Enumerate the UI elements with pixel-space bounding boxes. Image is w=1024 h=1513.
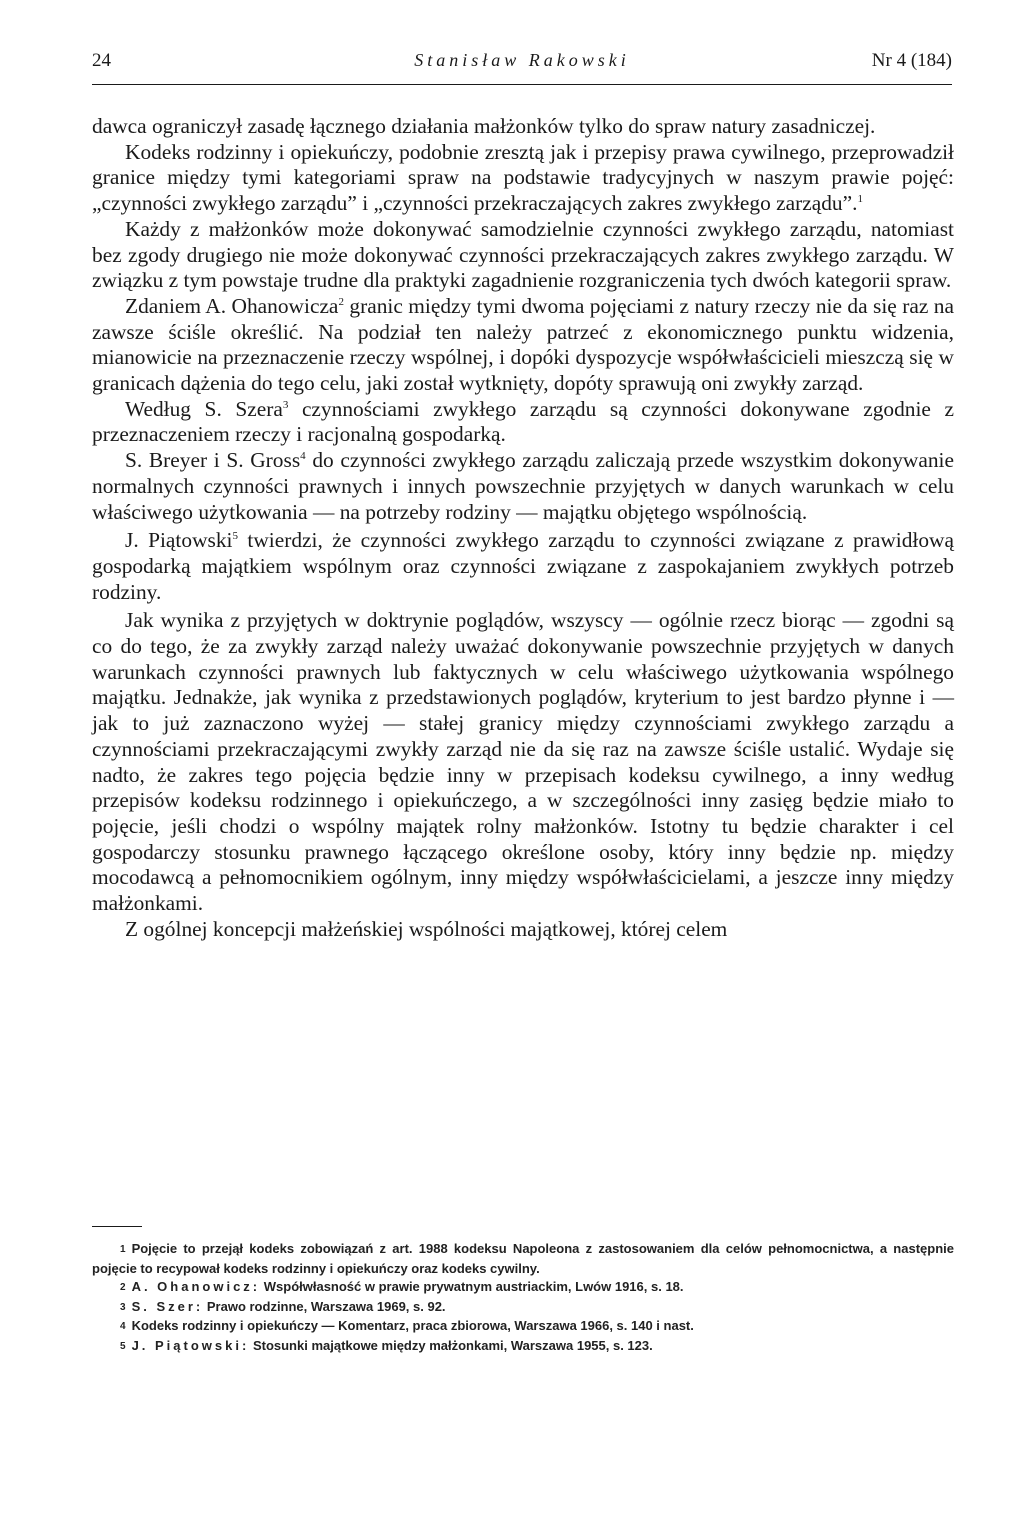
paragraph-1: dawca ograniczył zasadę łącznego działania małżonków tylko do spraw natury zasadniczej. xyxy=(92,114,876,138)
page-number: 24 xyxy=(92,50,111,71)
footnote-author: A. Ohanowicz: xyxy=(131,1279,261,1295)
footnote-ref-4[interactable]: 4 xyxy=(300,450,306,463)
footnote-author: J. Piątowski: xyxy=(131,1337,250,1353)
running-head-author: Stanisław Rakowski xyxy=(414,50,630,70)
paragraph-4: Zdaniem A. Ohanowicza$^2$ granic między tymi dwoma pojęciami z natury rzeczy nie da się raz na zawsze ściśle określić. Na podział ten należy patrzeć z ekonomicznego punktu widzenia, mianowicie na przeznaczenie rzeczy wspólnej, i dopóki dyspozycje współwłaścicieli mieszczą się w granicach dążenia do tego celu, jaki został wytknięty, dopóty sprawują oni zwykły zarząd. xyxy=(92,293,954,396)
footnote-rule xyxy=(92,1226,142,1227)
footnote-1: 1 Pojęcie to przejął kodeks zobowiązań z art. 1988 kodeksu Napoleona z zastosowaniem dla celów pełnomocnictwa, a następnie pojęcie to recypował kodeks rodzinny i opiekuńczy oraz kodeks cywilny. xyxy=(92,1241,954,1276)
paragraph-6: S. Breyer i S. Gross$^4$ do czynności zwykłego zarządu zaliczają przede wszystkim dokonywanie normalnych czynności prawnych i innych powszechnie przyjętych w danych warunkach w celu właściwego użytkowania — na potrzeby rodziny — majątku objętego wspólnością. xyxy=(92,448,954,524)
footnote-ref-2[interactable]: 2 xyxy=(338,295,344,308)
running-head xyxy=(92,44,952,80)
footnote-author: S. Szer: xyxy=(131,1298,204,1314)
body-text xyxy=(92,114,954,943)
footnotes xyxy=(92,1240,954,1357)
paragraph-3: Każdy z małżonków może dokonywać samodzielnie czynności zwykłego zarządu, natomiast bez zgody drugiego nie może dokonywać czynności przekraczających zakres zwykłego zarządu. W związku z tym powstaje trudne dla praktyki zagadnienie rozgraniczenia tych dwóch kategorii spraw. xyxy=(92,216,954,293)
paragraph-2: Kodeks rodzinny i opiekuńczy, podobnie zresztą jak i przepisy prawa cywilnego, przeprowadził granice między tymi kategoriami spraw na podstawie tradycyjnych w naszym prawie pojęć: „czynności zwykłego zarządu” i „czynności przekraczających zakres zwykłego zarządu”.$^1$ xyxy=(92,139,954,216)
footnote-2: 2 A. Ohanowicz: Współwłasność w prawie prywatnym austriackim, Lwów 1916, s. 18. xyxy=(120,1279,684,1295)
header-rule xyxy=(92,84,952,85)
paragraph-8: Jak wynika z przyjętych w doktrynie poglądów, wszyscy — ogólnie rzecz biorąc — zgodni są co do tego, że za zwykły zarząd należy uważać dokonywanie powszechnie przyjętych w danych warunkach czynności prawnych lub faktycznych w celu właściwego użytkowania wspólnego majątku. Jednakże, jak wynika z przedstawionych poglądów, kryterium to jest bardzo płynne i — jak to już zaznaczono wyżej — stałej granicy między czynnościami zwykłego zarządu a czynnościami przekraczającymi zwykły zarząd nie da się raz na zawsze ściśle ustalić. Wydaje się nadto, że zakres tego pojęcia będzie inny w przepisach kodeksu cywilnego, a inny według przepisów kodeksu rodzinnego i opiekuńczego, a w szczególności inny zasięg będzie miało to pojęcie, jeśli chodzi o wspólny majątek rolny małżonków. Istotny tu będzie charakter i cel gospodarczy stosunku prawnego łączącego określone osoby, który inny będzie np. między mocodawcą a pełnomocnikiem ogólnym, inny między współwłaścicielami, a jeszcze inny między małżonkami. xyxy=(92,608,954,916)
paragraph-7: J. Piątowski$^5$ twierdzi, że czynności zwykłego zarządu to czynności związane z prawidłową gospodarką majątkiem wspólnym oraz czynności związane z zaspokajaniem zwykłych potrzeb rodziny. xyxy=(92,528,954,604)
footnote-ref-5[interactable]: 5 xyxy=(232,530,238,543)
footnote-ref-1[interactable]: 1 xyxy=(857,193,863,206)
paragraph-9: Z ogólnej koncepcji małżeńskiej wspólności majątkowej, której celem xyxy=(125,916,728,941)
paragraph-5: Według S. Szera$^3$ czynnościami zwykłego zarządu są czynności dokonywane zgodnie z przeznaczeniem rzeczy i racjonalną gospodarką. xyxy=(92,396,954,447)
footnote-5: 5 J. Piątowski: Stosunki majątkowe między małżonkami, Warszawa 1955, s. 123. xyxy=(120,1337,653,1353)
footnote-4: 4 Kodeks rodzinny i opiekuńczy — Komentarz, praca zbiorowa, Warszawa 1966, s. 140 i nast. xyxy=(120,1318,694,1334)
footnote-3: 3 S. Szer: Prawo rodzinne, Warszawa 1969, s. 92. xyxy=(120,1298,446,1314)
footnote-ref-3[interactable]: 3 xyxy=(282,398,289,411)
issue-number: Nr 4 (184) xyxy=(871,50,952,71)
